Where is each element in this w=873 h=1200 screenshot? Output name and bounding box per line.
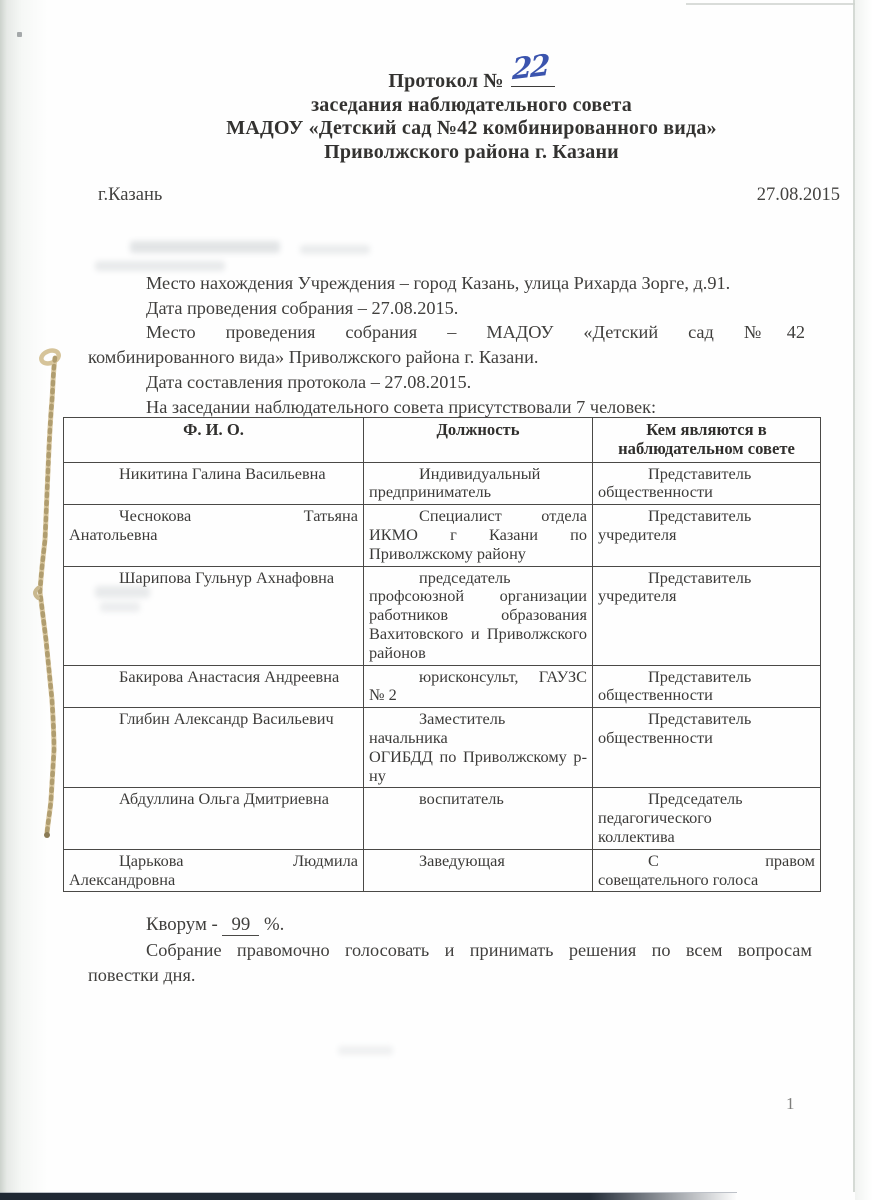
- scanner-bottom-edge: [0, 1193, 737, 1200]
- text-line: повестки дня.: [88, 965, 196, 985]
- table-row: [64, 708, 821, 788]
- title-line-4: Приволжского района г. Казани: [324, 140, 619, 163]
- text-line: Место нахождения Учреждения – город Казань, улица Рихарда Зорге, д.91.: [146, 273, 731, 293]
- text-line: общественности: [598, 727, 713, 747]
- text-line: коллектива: [598, 826, 675, 846]
- text-line: Кем являются в: [646, 420, 767, 439]
- scan-speck: [17, 32, 22, 37]
- table-cell: [364, 708, 593, 788]
- text-line: учредителя: [598, 524, 677, 544]
- table-row: [64, 849, 821, 892]
- text-line: С правом: [648, 850, 815, 870]
- table-row: [64, 505, 821, 566]
- table-cell: [593, 849, 821, 892]
- protocol-number-blank: [511, 47, 555, 87]
- text-line: Дата проведения собрания – 27.08.2015.: [146, 297, 459, 318]
- table-cell: [64, 665, 364, 708]
- table-cell: [364, 566, 593, 665]
- body-paragraphs: [88, 271, 805, 419]
- text-line: Собрание правомочно голосовать и принимать решения по всем вопросам: [146, 940, 812, 960]
- title-line-1: [88, 47, 855, 94]
- text-line: Заместитель начальника: [369, 709, 506, 747]
- text-line: Глибин Александр Васильевич: [119, 709, 334, 729]
- text-line: Абдуллина Ольга Дмитриевна: [119, 789, 329, 809]
- page-number: 1: [786, 1094, 795, 1113]
- table-cell: [364, 849, 593, 892]
- attendees-table: [63, 417, 821, 892]
- text-line: ИКМО г Казани по: [369, 524, 587, 544]
- text-line: Приволжскому району: [369, 543, 526, 563]
- table-row: [64, 665, 821, 708]
- table-cell: [64, 462, 364, 505]
- text-line: № 2: [369, 685, 397, 705]
- scan-smudge: [300, 245, 370, 254]
- table-row: [64, 462, 821, 505]
- table-cell: [364, 665, 593, 708]
- text-line: работников образования: [369, 605, 587, 625]
- text-line: ну: [369, 765, 386, 785]
- scan-smudge: [130, 241, 280, 253]
- text-line: Шарипова Гульнур Ахнафовна: [119, 567, 335, 587]
- text-line: Заведующая: [419, 850, 505, 870]
- text-line: Чеснокова Татьяна: [119, 506, 358, 526]
- text-line: На заседании наблюдательного совета присутствовали 7 человек:: [146, 396, 657, 417]
- text-line: председатель: [419, 567, 511, 587]
- text-line: Специалист отдела: [419, 506, 587, 526]
- text-line: Анатольевна: [69, 524, 158, 544]
- table-cell: [364, 505, 593, 566]
- text-line: комбинированного вида» Приволжского района г. Казани.: [88, 347, 539, 368]
- table-cell: [364, 462, 593, 505]
- text-line: воспитатель: [419, 789, 504, 809]
- table-cell: [593, 462, 821, 505]
- column-header: [593, 418, 821, 463]
- text-line: Представитель: [648, 666, 752, 686]
- text-line: Царькова Людмила: [119, 850, 358, 870]
- text-line: Бакирова Анастасия Андреевна: [119, 666, 340, 686]
- date-label: 27.08.2015: [756, 185, 840, 205]
- table-cell: [64, 708, 364, 788]
- text-line: Индивидуальный: [419, 463, 541, 483]
- text-line: Представитель: [648, 506, 752, 526]
- place-label: г.Казань: [98, 185, 163, 205]
- text-line: Представитель: [648, 709, 752, 729]
- title-protocol-label: Протокол №: [388, 70, 504, 92]
- quorum-value: 99: [222, 914, 259, 936]
- column-header: [64, 418, 364, 463]
- text-line: ОГИБДД по Приволжскому р-: [369, 746, 587, 766]
- title-line-3: МАДОУ «Детский сад №42 комбинированного вида»: [226, 117, 717, 139]
- column-header: [364, 418, 593, 463]
- text-line: совещательного голоса: [598, 869, 759, 889]
- quorum-line: [88, 912, 812, 937]
- text-line: Ф. И. О.: [183, 420, 244, 439]
- quorum-label: Кворум -: [146, 914, 218, 935]
- text-line: Председатель: [648, 789, 743, 809]
- table-row: [64, 788, 821, 849]
- table-cell: [593, 566, 821, 665]
- table-body: [64, 462, 821, 892]
- table-cell: [593, 708, 821, 788]
- document-title: [88, 47, 855, 164]
- quorum-suffix: %.: [263, 914, 285, 935]
- text-line: Дата составления протокола – 27.08.2015.: [146, 371, 472, 392]
- scan-top-edge: [686, 3, 858, 5]
- table-row: [64, 566, 821, 665]
- text-line: районов: [369, 642, 426, 662]
- text-line: Представитель: [648, 463, 752, 483]
- text-line: предприниматель: [369, 482, 492, 502]
- table-cell: [64, 788, 364, 849]
- table-header-row: [64, 418, 821, 463]
- text-line: Представитель: [648, 567, 752, 587]
- text-line: наблюдательном совете: [618, 438, 795, 458]
- protocol-number-handwritten: 22: [511, 47, 549, 87]
- table-cell: [64, 849, 364, 892]
- text-line: юрисконсульт, ГАУЗС: [419, 666, 587, 686]
- scan-smudge: [95, 261, 225, 271]
- text-line: Александровна: [69, 869, 176, 889]
- closing-paragraph: [88, 938, 812, 988]
- text-line: общественности: [598, 482, 713, 502]
- table-cell: [593, 505, 821, 566]
- text-line: педагогического: [598, 808, 712, 828]
- table-cell: [64, 505, 364, 566]
- table-cell: [364, 788, 593, 849]
- title-line-2: заседания наблюдательного совета: [311, 93, 632, 116]
- text-line: Вахитовского и Приволжского: [369, 623, 587, 643]
- scan-right-shade: [855, 0, 873, 1200]
- text-line: Место проведения собрания – МАДОУ «Детский сад №42: [146, 322, 805, 343]
- text-line: общественности: [598, 685, 713, 705]
- scan-smudge: [338, 1046, 393, 1055]
- table-head: [64, 418, 821, 463]
- text-line: Должность: [436, 420, 520, 439]
- place-date-row: [98, 185, 840, 206]
- text-line: профсоюзной организации: [369, 586, 587, 606]
- table-cell: [64, 566, 364, 665]
- table-cell: [593, 788, 821, 849]
- text-line: учредителя: [598, 586, 677, 606]
- text-line: Никитина Галина Васильевна: [119, 463, 326, 483]
- table-cell: [593, 665, 821, 708]
